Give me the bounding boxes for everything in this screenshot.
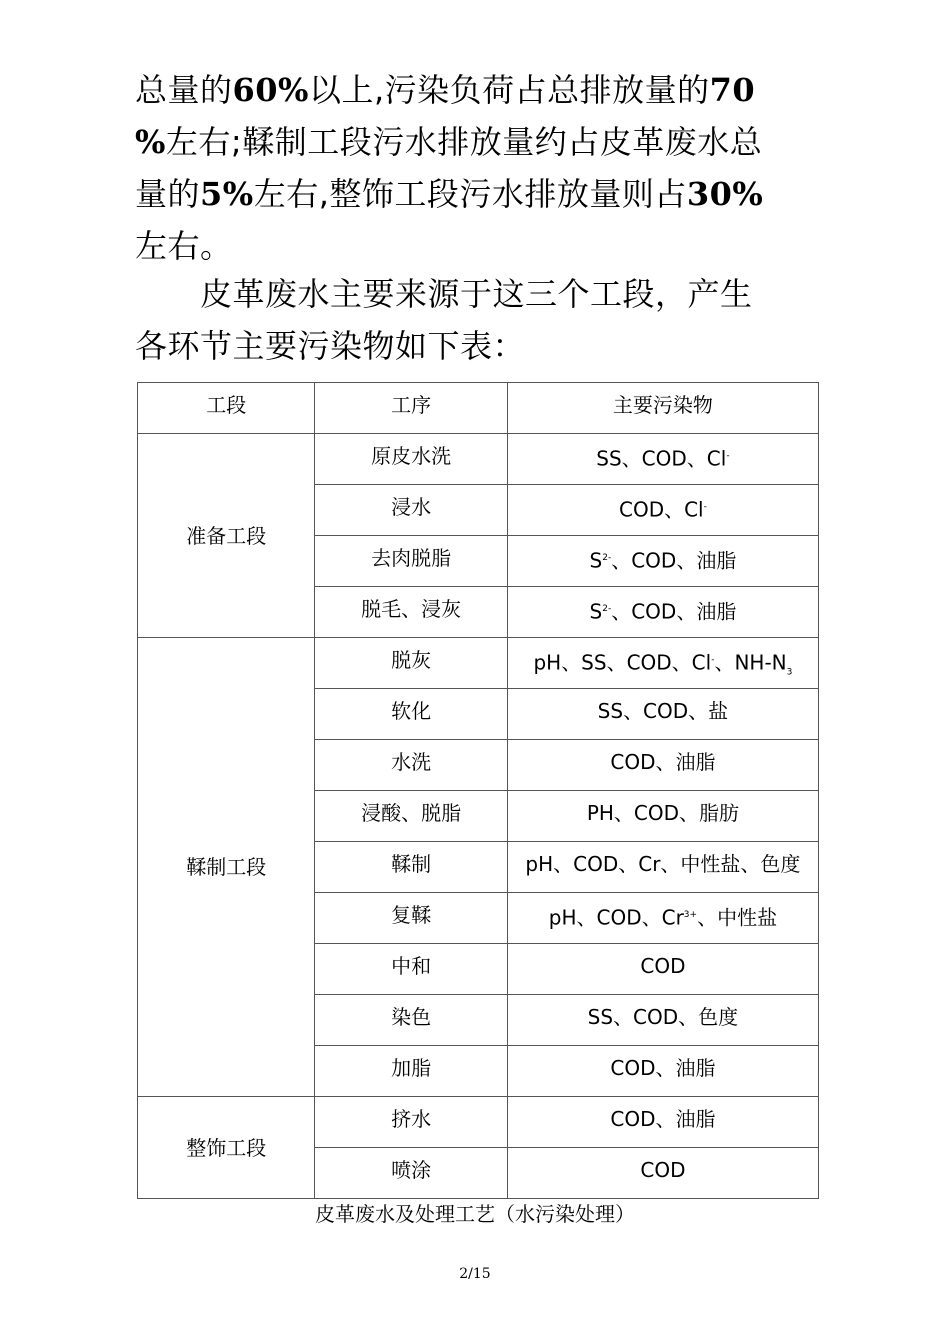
process-cell: 挤水 — [315, 1097, 507, 1148]
process-cell: 中和 — [315, 944, 507, 995]
table-row — [138, 434, 819, 485]
process-cell: 软化 — [315, 689, 507, 740]
pollutant-cell: COD、油脂 — [507, 1097, 818, 1148]
pollutant-cell: COD、油脂 — [507, 1046, 818, 1097]
pollutant-cell: SS、COD、Cl- — [507, 434, 818, 485]
pollutant-cell: $S^{2-}$、COD、油脂 — [507, 587, 818, 638]
table-row — [138, 638, 819, 689]
paragraph-1-line-1: 总量的60%以上,污染负荷占总排放量的70 — [135, 71, 756, 109]
process-cell: 水洗 — [315, 740, 507, 791]
process-cell: 原皮水洗 — [315, 434, 507, 485]
superscript: - — [703, 502, 707, 512]
process-cell: 染色 — [315, 995, 507, 1046]
superscript: 2- — [602, 604, 612, 614]
pollutant-cell: pH、COD、Cr、中性盐、色度 — [507, 842, 818, 893]
pollutant-cell: pH、COD、$Cr^{3+}$、中性盐 — [507, 893, 818, 944]
process-cell: 浸酸、脱脂 — [315, 791, 507, 842]
process-cell: 去肉脱脂 — [315, 536, 507, 587]
pollutant-cell: pH、SS、COD、Cl-、$NH-N_3$ — [507, 638, 818, 689]
table-header-row — [138, 383, 819, 434]
paragraph-2-line-1: 皮革废水主要来源于这三个工段，产生 — [135, 275, 753, 313]
process-cell: 喷涂 — [315, 1148, 507, 1199]
pollutant-cell: PH、COD、脂肪 — [507, 791, 818, 842]
page-number: 2/15 — [459, 1266, 491, 1282]
paragraph-1-line-4: 左右。 — [135, 227, 233, 265]
stage-cell: 整饰工段 — [138, 1097, 315, 1199]
pollutant-cell: COD — [507, 944, 818, 995]
pollutant-cell: SS、COD、盐 — [507, 689, 818, 740]
pollutant-table — [137, 382, 819, 1199]
header-process: 工序 — [315, 383, 507, 434]
pollutant-cell: COD、油脂 — [507, 740, 818, 791]
paragraph-2 — [135, 268, 825, 372]
process-cell: 鞣制 — [315, 842, 507, 893]
process-cell: 复鞣 — [315, 893, 507, 944]
superscript: - — [711, 655, 715, 665]
process-cell: 脱毛、浸灰 — [315, 587, 507, 638]
pollutant-cell: COD、Cl- — [507, 485, 818, 536]
header-stage: 工段 — [138, 383, 315, 434]
paragraph-1-line-3: 量的5%左右,整饰工段污水排放量则占30% — [135, 175, 764, 213]
process-cell: 脱灰 — [315, 638, 507, 689]
pollutant-cell: $S^{2-}$、COD、油脂 — [507, 536, 818, 587]
caption: 皮革废水及处理工艺（水污染处理） — [315, 1202, 635, 1226]
subscript: 3 — [786, 667, 793, 678]
pollutant-cell: SS、COD、色度 — [507, 995, 818, 1046]
process-cell: 浸水 — [315, 485, 507, 536]
superscript: - — [726, 451, 730, 461]
header-pollutants: 主要污染物 — [507, 383, 818, 434]
stage-cell: 准备工段 — [138, 434, 315, 638]
table-row — [138, 1097, 819, 1148]
pollutant-cell: COD — [507, 1148, 818, 1199]
superscript: 2- — [602, 553, 612, 563]
superscript: 3+ — [683, 910, 698, 920]
paragraph-1 — [135, 64, 825, 272]
process-cell: 加脂 — [315, 1046, 507, 1097]
paragraph-2-line-2: 各环节主要污染物如下表： — [135, 327, 526, 365]
stage-cell: 鞣制工段 — [138, 638, 315, 1097]
paragraph-1-line-2: %左右;鞣制工段污水排放量约占皮革废水总 — [135, 123, 763, 161]
